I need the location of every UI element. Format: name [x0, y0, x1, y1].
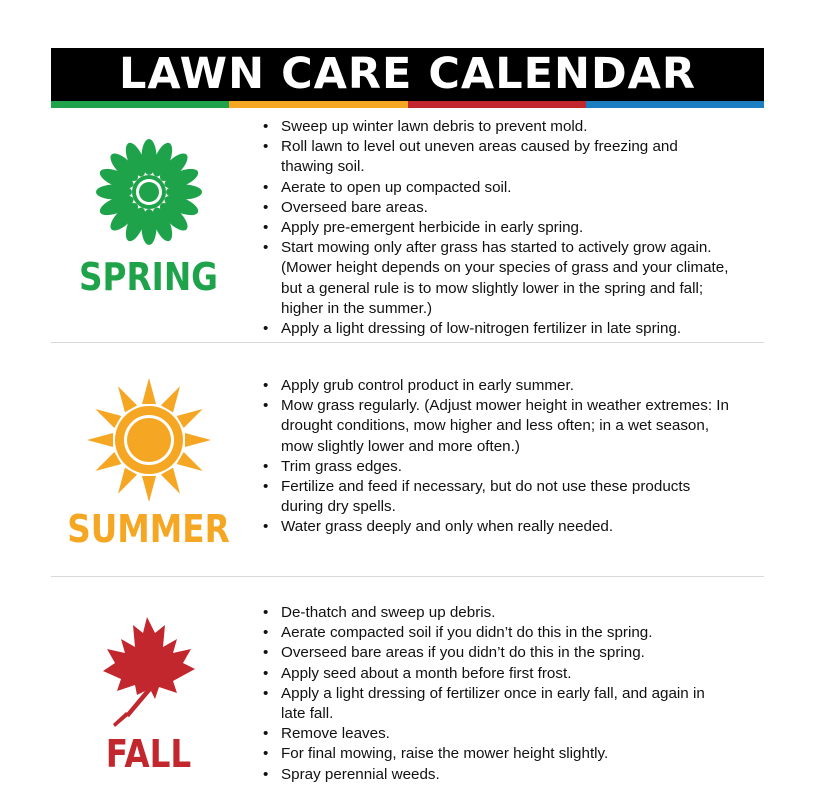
list-item: • Apply a light dressing of fertilizer once in early fall, and again in late fall. [263, 684, 733, 724]
page-title: LAWN CARE CALENDAR [118, 49, 697, 99]
list-item: • Apply grub control product in early summer. [263, 376, 733, 396]
sun-ray [176, 403, 206, 428]
sun-icon [84, 375, 214, 505]
maple-leaf-icon [99, 613, 199, 729]
stripe-green [51, 101, 229, 108]
sun-ray [91, 452, 121, 477]
list-item: • Start mowing only after grass has started to actively grow again. (Mower height depends on your species of grass and your climate, but a general rule is to mow slightly lower in the spring and fall; higher in the summer.) [263, 238, 733, 319]
summer-label: SUMMER [67, 507, 230, 551]
list-item: • Mow grass regularly. (Adjust mower height in weather extremes: In drought conditions, mow higher and less often; in a wet season, mow slightly lower and more often.) [263, 396, 733, 457]
fall-task-list [263, 603, 733, 785]
sun-ray [142, 476, 156, 502]
sun-ray [185, 433, 211, 447]
list-item: • Overseed bare areas. [263, 198, 733, 218]
list-item: • Aerate compacted soil if you didn’t do this in the spring. [263, 623, 733, 643]
fall-label: FALL [105, 732, 192, 776]
sun-ray [142, 378, 156, 404]
list-item: • De-thatch and sweep up debris. [263, 603, 733, 623]
spring-icon-col [51, 136, 246, 299]
summer-icon-col [51, 375, 246, 551]
fall-section [51, 577, 764, 804]
sun-ray [160, 383, 185, 413]
spring-task-list [263, 117, 733, 339]
list-item: • Aerate to open up compacted soil. [263, 178, 733, 198]
list-item: • Spray perennial weeds. [263, 765, 733, 785]
flower-icon [93, 136, 205, 248]
stripe-red [408, 101, 586, 108]
sun-ray [111, 383, 136, 413]
list-item: • Remove leaves. [263, 724, 733, 744]
list-item: • Apply pre-emergent herbicide in early spring. [263, 218, 733, 238]
list-item: • Sweep up winter lawn debris to prevent mold. [263, 117, 733, 137]
list-item: • Water grass deeply and only when really needed. [263, 517, 733, 537]
list-item: • Trim grass edges. [263, 457, 733, 477]
sun-ray [91, 403, 121, 428]
summer-section [51, 343, 764, 576]
stripe-orange [229, 101, 407, 108]
sun-ray [87, 433, 113, 447]
color-stripe [51, 101, 764, 108]
title-bar [51, 48, 764, 101]
sun-ray [111, 468, 136, 498]
spring-section [51, 108, 764, 342]
list-item: • Overseed bare areas if you didn’t do this in the spring. [263, 643, 733, 663]
spring-label: SPRING [79, 255, 218, 299]
sun-ray [176, 452, 206, 477]
stripe-blue [586, 101, 764, 108]
list-item: • Apply a light dressing of low-nitrogen fertilizer in late spring. [263, 319, 733, 339]
fall-icon-col [51, 613, 246, 776]
list-item: • For final mowing, raise the mower height slightly. [263, 744, 733, 764]
list-item: • Roll lawn to level out uneven areas caused by freezing and thawing soil. [263, 137, 733, 177]
list-item: • Apply seed about a month before first frost. [263, 664, 733, 684]
sun-ray [160, 468, 185, 498]
summer-task-list [263, 376, 733, 538]
list-item: • Fertilize and feed if necessary, but do not use these products during dry spells. [263, 477, 733, 517]
